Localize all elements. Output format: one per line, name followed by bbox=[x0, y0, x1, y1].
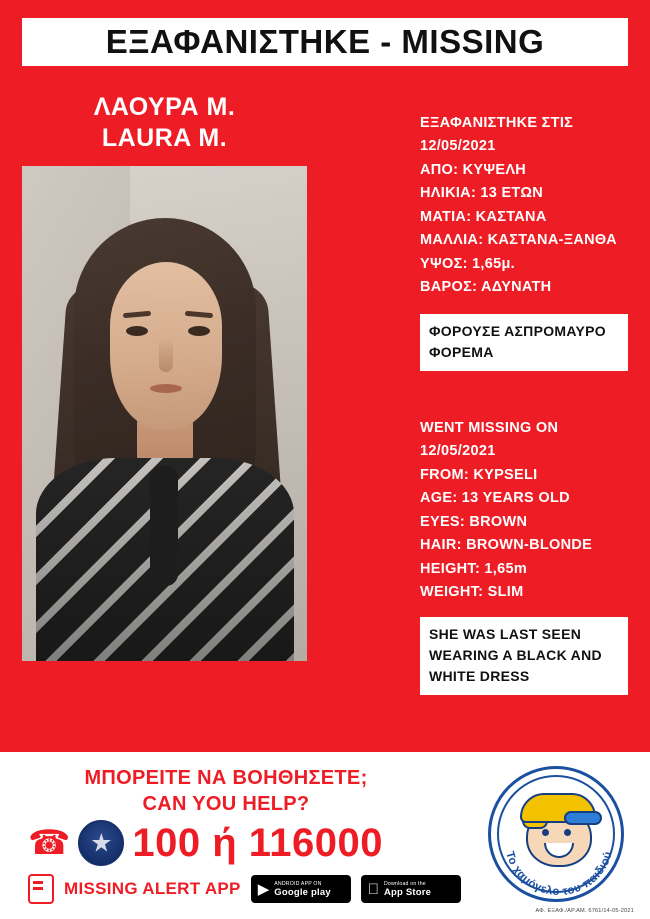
detail-line: ΜΑΤΙΑ: ΚΑΣΤΑΝΑ bbox=[420, 208, 547, 225]
subject-name-block bbox=[22, 78, 307, 166]
details-english bbox=[420, 417, 628, 605]
photo-canvas bbox=[22, 166, 307, 661]
spacer bbox=[420, 371, 628, 417]
svg-text:Το χαμόγελο του παιδιού bbox=[503, 850, 614, 898]
poster-header bbox=[22, 18, 628, 66]
clothing-note-english: SHE WAS LAST SEEN WEARING A BLACK AND WHITE DRESS bbox=[420, 617, 628, 695]
app-row bbox=[28, 874, 461, 904]
detail-line: ΑΠΟ: ΚΥΨΕΛΗ bbox=[420, 161, 527, 178]
detail-line: FROM: KYPSELI bbox=[420, 466, 538, 483]
subject-name-greek: ΛΑΟΥΡΑ Μ. bbox=[93, 93, 236, 121]
detail-line: ΜΑΛΛΙΑ: ΚΑΣΤΑΝΑ-ΞΑΝΘΑ bbox=[420, 232, 617, 249]
photo-mouth bbox=[150, 384, 182, 393]
logo-arc-text bbox=[491, 769, 627, 905]
detail-line: ΗΛΙΚΙΑ: 13 ΕΤΩΝ bbox=[420, 185, 544, 202]
fineprint-reference: ΑΦ. ΕΞΑΦ./ΑΡ.ΑΜ. 6761/14-05-2021 bbox=[535, 908, 634, 914]
app-store-small-label: Download on the bbox=[372, 880, 415, 887]
photo-eye-left bbox=[126, 326, 148, 336]
photo-nose bbox=[159, 338, 173, 372]
subject-name-latin: LAURA M. bbox=[101, 124, 228, 152]
clothing-note-greek: ΦΟΡΟΥΣΕ ΑΣΠΡΟΜΑΥΡΟ ΦΟΡΕΜΑ bbox=[420, 314, 628, 371]
detail-line: 12/05/2021 bbox=[420, 138, 496, 155]
photo-eye-right bbox=[188, 326, 210, 336]
detail-line: HAIR: BROWN-BLONDE bbox=[420, 537, 593, 554]
phone-icon: ☎ bbox=[28, 824, 71, 862]
app-store-big-label: App Store bbox=[372, 886, 420, 898]
google-play-small-label: ANDROID APP ON bbox=[274, 880, 322, 887]
poster-title: ΕΞΑΦΑΝΙΣΤΗΚΕ - MISSING bbox=[105, 23, 545, 60]
google-play-big-label: Google play bbox=[274, 886, 331, 898]
photo-strap bbox=[150, 466, 178, 586]
help-heading-greek: ΜΠΟΡΕΙΤΕ ΝΑ ΒΟΗΘΗΣΕΤΕ; bbox=[84, 767, 368, 789]
detail-line: WEIGHT: SLIM bbox=[420, 584, 524, 601]
detail-line: WENT MISSING ON bbox=[420, 419, 559, 436]
contact-band bbox=[0, 752, 650, 919]
left-column bbox=[22, 78, 307, 661]
help-heading-english: CAN YOU HELP? bbox=[142, 792, 310, 815]
detail-line: EYES: BROWN bbox=[420, 513, 528, 530]
google-play-button[interactable] bbox=[251, 875, 351, 903]
hellenic-police-badge-icon bbox=[78, 820, 124, 866]
app-store-button[interactable] bbox=[361, 875, 461, 903]
apple-logo-icon bbox=[368, 882, 379, 897]
missing-alert-app-icon bbox=[28, 874, 54, 904]
detail-line: ΕΞΑΦΑΝΙΣΤΗΚΕ ΣΤΙΣ bbox=[420, 115, 574, 131]
detail-line: HEIGHT: 1,65m bbox=[420, 560, 528, 577]
details-greek bbox=[420, 112, 628, 300]
detail-line: AGE: 13 YEARS OLD bbox=[420, 490, 570, 507]
smile-of-the-child-logo bbox=[488, 766, 624, 902]
logo-arc-label: Το χαμόγελο του παιδιού bbox=[503, 850, 615, 899]
detail-line: ΒΑΡΟΣ: ΑΔΥΝΑΤΗ bbox=[420, 279, 552, 296]
subject-photo bbox=[22, 166, 307, 661]
detail-line: 12/05/2021 bbox=[420, 443, 496, 460]
badge-ring-text bbox=[80, 822, 122, 864]
right-column bbox=[420, 112, 628, 695]
detail-line: ΥΨΟΣ: 1,65μ. bbox=[420, 255, 515, 272]
phone-row[interactable] bbox=[28, 820, 383, 866]
missing-alert-app-label: MISSING ALERT APP bbox=[64, 879, 241, 898]
play-triangle-icon: ▶ bbox=[257, 880, 270, 898]
emergency-phone-number[interactable]: 100 ή 116000 bbox=[132, 821, 384, 865]
help-heading bbox=[36, 766, 416, 817]
